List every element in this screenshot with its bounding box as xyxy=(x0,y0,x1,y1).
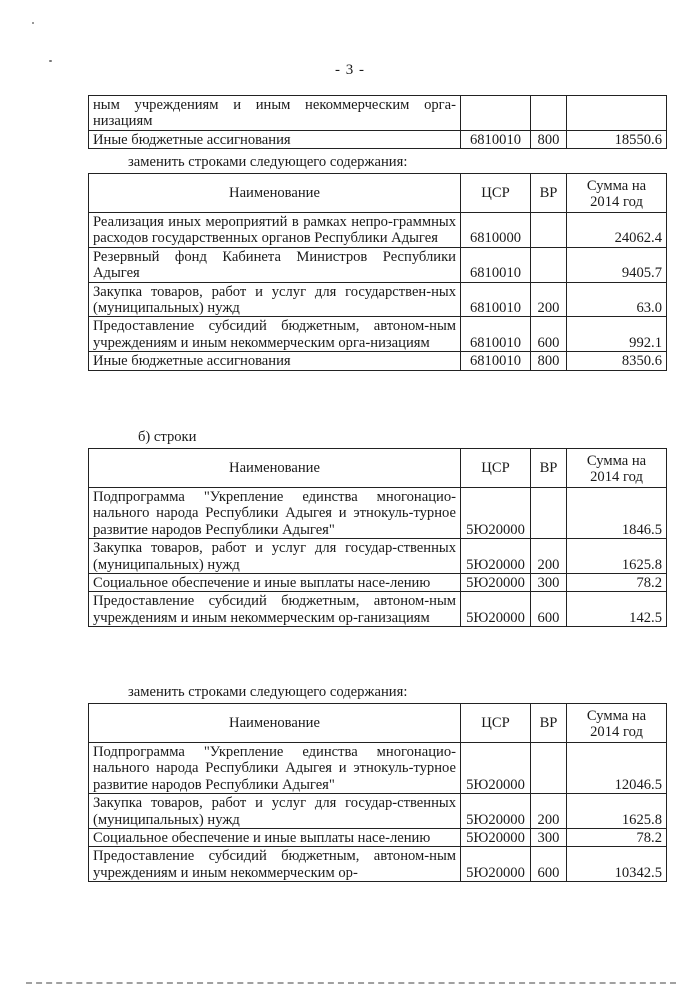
header-vr: ВР xyxy=(531,174,567,213)
row-code: 6810010 xyxy=(461,247,531,282)
header-code: ЦСР xyxy=(461,704,531,743)
row-name: Социальное обеспечение и иные выплаты насе-лению xyxy=(89,829,461,847)
table-row xyxy=(89,847,667,882)
row-code: 5Ю20000 xyxy=(461,743,531,794)
row-name: Иные бюджетные ассигнования xyxy=(89,352,461,370)
row-sum: 24062.4 xyxy=(567,213,667,248)
row-sum xyxy=(567,96,667,131)
row-sum: 10342.5 xyxy=(567,847,667,882)
table-row xyxy=(89,592,667,627)
row-sum: 8350.6 xyxy=(567,352,667,370)
row-sum: 18550.6 xyxy=(567,130,667,148)
row-name: Реализация иных мероприятий в рамках непро-граммных расходов государственных органов Республики Адыгея xyxy=(89,213,461,248)
row-name: Социальное обеспечение и иные выплаты насе-лению xyxy=(89,574,461,592)
row-sum: 1625.8 xyxy=(567,539,667,574)
table-row xyxy=(89,96,667,131)
row-name: Закупка товаров, работ и услуг для государ-ственных (муниципальных) нужд xyxy=(89,539,461,574)
header-vr: ВР xyxy=(531,704,567,743)
row-code: 5Ю20000 xyxy=(461,488,531,539)
row-sum: 63.0 xyxy=(567,282,667,317)
table-header-row xyxy=(89,174,667,213)
header-code: ЦСР xyxy=(461,174,531,213)
header-sum xyxy=(567,174,667,213)
row-code: 6810010 xyxy=(461,130,531,148)
row-code xyxy=(461,96,531,131)
row-code: 6810010 xyxy=(461,282,531,317)
header-sum-line2: 2014 год xyxy=(590,723,643,740)
table-header-row xyxy=(89,704,667,743)
row-vr: 300 xyxy=(531,829,567,847)
row-sum: 78.2 xyxy=(567,574,667,592)
continuation-table xyxy=(88,95,667,149)
header-name: Наименование xyxy=(89,449,461,488)
page-number: - 3 - xyxy=(335,62,365,78)
row-sum: 1846.5 xyxy=(567,488,667,539)
row-vr xyxy=(531,96,567,131)
replace-phrase: заменить строками следующего содержания: xyxy=(128,684,408,700)
table-row xyxy=(89,574,667,592)
header-sum-line2: 2014 год xyxy=(590,468,643,485)
row-vr xyxy=(531,488,567,539)
header-sum-line2: 2014 год xyxy=(590,193,643,210)
row-vr: 200 xyxy=(531,539,567,574)
row-sum: 142.5 xyxy=(567,592,667,627)
header-sum xyxy=(567,704,667,743)
header-vr: ВР xyxy=(531,449,567,488)
row-name: ным учреждениям и иным некоммерческим орга-низациям xyxy=(89,96,461,131)
row-sum: 992.1 xyxy=(567,317,667,352)
row-code: 5Ю20000 xyxy=(461,574,531,592)
row-code: 6810000 xyxy=(461,213,531,248)
row-name: Резервный фонд Кабинета Министров Республики Адыгея xyxy=(89,247,461,282)
replace-phrase: заменить строками следующего содержания: xyxy=(128,154,408,170)
row-vr: 600 xyxy=(531,317,567,352)
row-code: 5Ю20000 xyxy=(461,592,531,627)
row-vr xyxy=(531,743,567,794)
budget-table-original-b xyxy=(88,448,667,627)
row-vr: 600 xyxy=(531,847,567,882)
header-name: Наименование xyxy=(89,174,461,213)
row-code: 6810010 xyxy=(461,352,531,370)
row-code: 5Ю20000 xyxy=(461,847,531,882)
table-header-row xyxy=(89,449,667,488)
row-name: Предоставление субсидий бюджетным, автоном-ным учреждениям и иным некоммерческим орга-низациям xyxy=(89,317,461,352)
row-sum: 9405.7 xyxy=(567,247,667,282)
table-row xyxy=(89,488,667,539)
row-code: 6810010 xyxy=(461,317,531,352)
table-row xyxy=(89,130,667,148)
row-vr: 300 xyxy=(531,574,567,592)
table-row xyxy=(89,317,667,352)
row-code: 5Ю20000 xyxy=(461,829,531,847)
row-vr xyxy=(531,247,567,282)
table-row xyxy=(89,539,667,574)
lines-b-phrase: б) строки xyxy=(138,429,197,445)
row-vr: 200 xyxy=(531,282,567,317)
header-sum-line1: Сумма на xyxy=(586,177,647,194)
row-vr: 800 xyxy=(531,130,567,148)
table-row xyxy=(89,743,667,794)
row-sum: 78.2 xyxy=(567,829,667,847)
row-name: Иные бюджетные ассигнования xyxy=(89,130,461,148)
row-code: 5Ю20000 xyxy=(461,539,531,574)
header-sum-line1: Сумма на xyxy=(586,707,647,724)
table-row xyxy=(89,829,667,847)
header-sum xyxy=(567,449,667,488)
scan-edge-artifact xyxy=(26,982,676,989)
table-row xyxy=(89,282,667,317)
row-vr: 200 xyxy=(531,794,567,829)
row-sum: 12046.5 xyxy=(567,743,667,794)
row-name: Предоставление субсидий бюджетным, автоном-ным учреждениям и иным некоммерческим ор-ганизациям xyxy=(89,592,461,627)
row-vr: 800 xyxy=(531,352,567,370)
row-sum: 1625.8 xyxy=(567,794,667,829)
header-sum-line1: Сумма на xyxy=(586,452,647,469)
scan-speck xyxy=(32,22,34,24)
row-name: Закупка товаров, работ и услуг для государствен-ных (муниципальных) нужд xyxy=(89,282,461,317)
budget-table-replacement-b xyxy=(88,703,667,882)
row-code: 5Ю20000 xyxy=(461,794,531,829)
header-name: Наименование xyxy=(89,704,461,743)
table-row xyxy=(89,213,667,248)
row-name: Предоставление субсидий бюджетным, автоном-ным учреждениям и иным некоммерческим ор- xyxy=(89,847,461,882)
table-row xyxy=(89,352,667,370)
row-name: Подпрограмма "Укрепление единства многонацио-нального народа Республики Адыгея и этнокуль-турное развитие народов Республики Адыгея" xyxy=(89,743,461,794)
table-row xyxy=(89,794,667,829)
table-row xyxy=(89,247,667,282)
row-vr xyxy=(531,213,567,248)
header-code: ЦСР xyxy=(461,449,531,488)
budget-table-replacement-a xyxy=(88,173,667,371)
row-name: Подпрограмма "Укрепление единства многонацио-нального народа Республики Адыгея и этнокуль-турное развитие народов Республики Адыгея" xyxy=(89,488,461,539)
row-vr: 600 xyxy=(531,592,567,627)
row-name: Закупка товаров, работ и услуг для государ-ственных (муниципальных) нужд xyxy=(89,794,461,829)
